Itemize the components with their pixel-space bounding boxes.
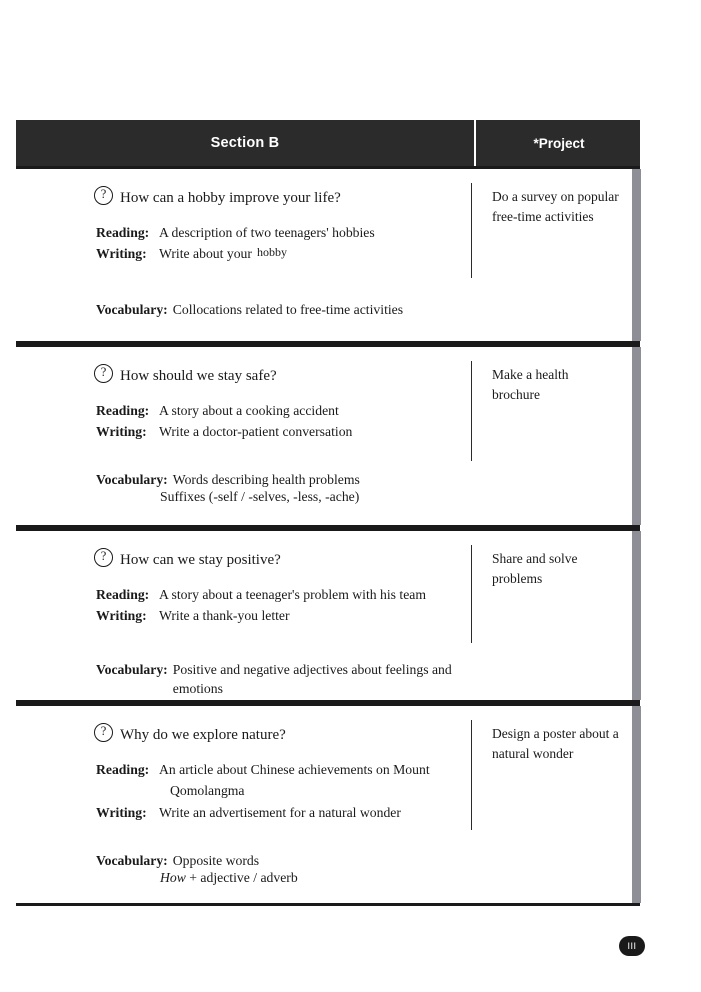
unit-question-text: How can a hobby improve your life? (120, 190, 341, 206)
project-text: Do a survey on popular free-time activities (492, 189, 619, 224)
vocabulary-label: Vocabulary: (96, 661, 168, 677)
reading-line (96, 585, 461, 604)
row-shadow (632, 531, 641, 700)
writing-line (96, 606, 461, 625)
row-column-divider (471, 720, 472, 830)
row-content-project (478, 706, 631, 903)
vocabulary-label: Vocabulary: (96, 852, 168, 868)
unit-question-text: Why do we explore nature? (120, 727, 286, 743)
project-text: Design a poster about a natural wonder (492, 726, 619, 761)
reading-label: Reading: (96, 225, 150, 240)
writing-text: Write about your (159, 246, 252, 262)
question-mark-icon (94, 723, 113, 742)
unit-question-text: How can we stay positive? (120, 552, 281, 568)
row-content-left (16, 169, 471, 341)
reading-text: An article about Chinese achievements on Mount (159, 762, 430, 777)
unit-question-line (94, 361, 461, 385)
project-text: Share and solve problems (492, 551, 578, 586)
row-shadow (632, 169, 641, 341)
header-project-label: *Project (533, 135, 585, 151)
reading-line (96, 223, 461, 242)
reading-label: Reading: (96, 762, 150, 777)
writing-line (96, 422, 461, 441)
reading-text: A story about a cooking accident (159, 403, 339, 418)
vocabulary-text: Words describing health problems (172, 471, 360, 487)
row-column-divider (471, 183, 472, 278)
vocabulary-extra-italic: How (160, 870, 186, 886)
vocabulary-line (96, 660, 461, 699)
reading-label: Reading: (96, 587, 150, 602)
vocabulary-extra-text: + adjective / adverb (189, 870, 298, 886)
row-column-divider (471, 545, 472, 643)
table-row (16, 344, 640, 528)
unit-question-line (94, 183, 461, 207)
reading-label: Reading: (96, 403, 150, 418)
reading-text: A story about a teenager's problem with his team (159, 587, 427, 602)
vocabulary-line (96, 851, 461, 870)
vocabulary-label: Vocabulary: (96, 471, 168, 487)
vocabulary-line (96, 470, 461, 489)
writing-text: Write a thank-you letter (159, 608, 290, 624)
writing-label: Writing: (96, 608, 147, 624)
reading-text: A description of two teenagers' hobbies (159, 225, 375, 240)
unit-question-line (94, 545, 461, 569)
question-mark-icon (94, 364, 113, 383)
unit-question-text: How should we stay safe? (120, 368, 277, 384)
table-header (16, 120, 640, 166)
table-row (16, 703, 640, 906)
writing-label: Writing: (96, 805, 147, 821)
row-content-project (478, 347, 631, 525)
writing-line (96, 803, 461, 822)
vocabulary-extra-text: Suffixes (-self / -selves, -less, -ache) (160, 489, 360, 505)
row-content-left (16, 531, 471, 700)
header-section-b-label: Section B (210, 135, 280, 151)
unit-question-line (94, 720, 461, 744)
vocabulary-text: Positive and negative adjectives about feelings and emotions (172, 661, 452, 697)
vocabulary-line (96, 300, 461, 319)
row-content-project (478, 169, 631, 341)
reading-line (96, 760, 461, 779)
row-column-divider (471, 361, 472, 461)
writing-text: Write an advertisement for a natural wonder (159, 805, 401, 821)
row-shadow (632, 706, 641, 903)
row-shadow (632, 347, 641, 525)
vocabulary-text: Collocations related to free-time activities (172, 301, 404, 317)
writing-line (96, 244, 461, 263)
row-content-left (16, 706, 471, 903)
writing-text-extra: hobby (256, 245, 287, 260)
row-content-left (16, 347, 471, 525)
question-mark-icon (94, 186, 113, 205)
reading-text-line2: Qomolangma (170, 783, 245, 799)
writing-label: Writing: (96, 246, 147, 262)
table-row (16, 528, 640, 703)
vocabulary-label: Vocabulary: (96, 301, 168, 317)
page-number-badge: III (619, 936, 645, 956)
writing-text: Write a doctor-patient conversation (159, 424, 353, 440)
vocabulary-extra-line (96, 870, 461, 886)
question-mark-icon (94, 548, 113, 567)
row-content-project (478, 531, 631, 700)
vocabulary-text: Opposite words (172, 852, 260, 868)
writing-label: Writing: (96, 424, 147, 440)
project-text: Make a health brochure (492, 367, 569, 402)
table-row (16, 166, 640, 344)
reading-line (96, 401, 461, 420)
